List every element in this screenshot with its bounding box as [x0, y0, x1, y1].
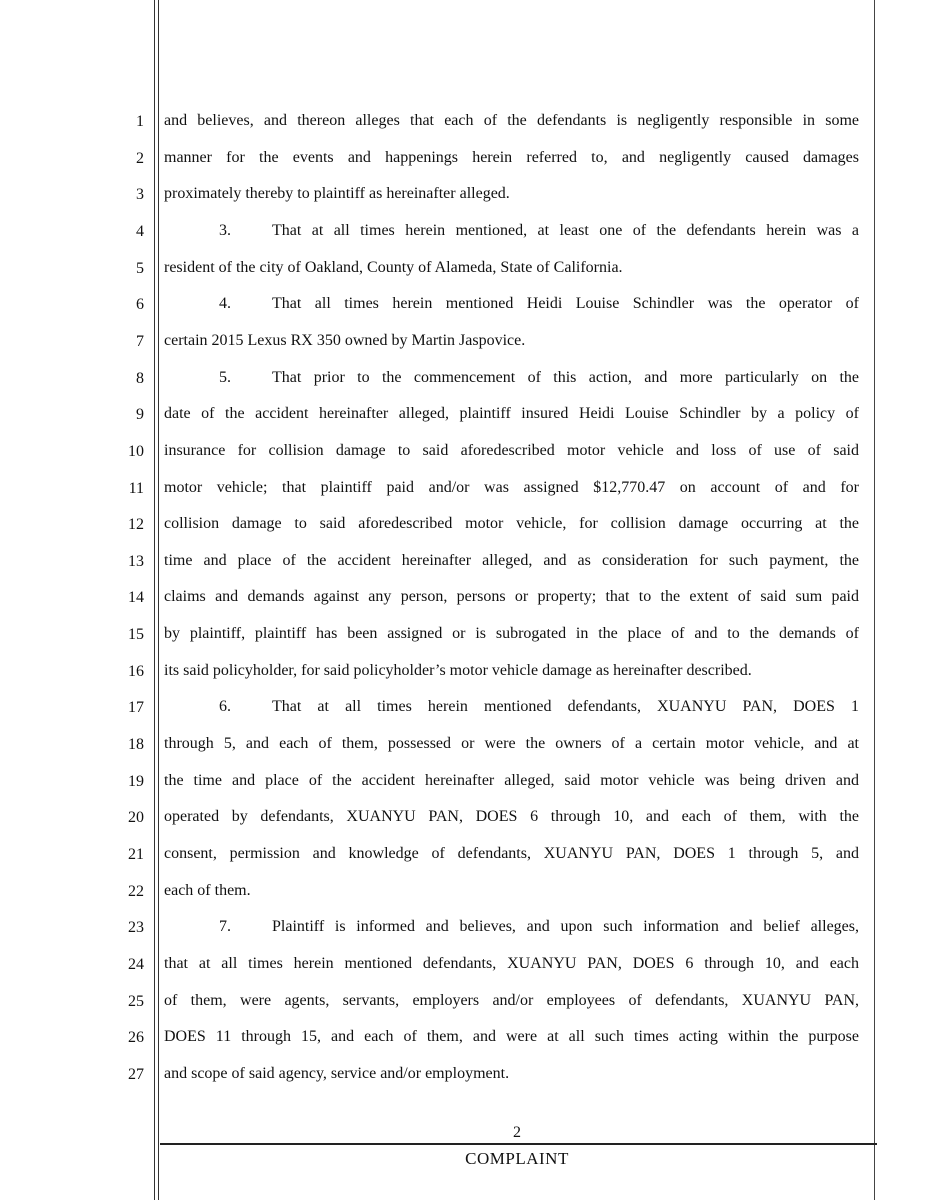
line-number: 12 — [128, 516, 144, 534]
paragraph-line — [164, 807, 859, 827]
paragraph-line-text: each of them. — [164, 881, 251, 899]
footer-rule — [160, 1143, 877, 1145]
paragraph-line-text: and scope of said agency, service and/or employment. — [164, 1064, 510, 1082]
paragraph-line — [164, 514, 859, 534]
paragraph-line-text: the time and place of the accident hereinafter alleged, said motor vehicle was being driven and — [164, 771, 859, 789]
line-number: 11 — [128, 479, 144, 497]
line-number: 25 — [128, 992, 144, 1010]
line-number: 18 — [128, 736, 144, 754]
line-number: 16 — [128, 662, 144, 680]
paragraph-line — [164, 148, 859, 168]
paragraph-line-text: operated by defendants, XUANYU PAN, DOES 6 through 10, and each of them, with the — [164, 808, 859, 826]
line-number: 7 — [136, 332, 144, 350]
paragraph-line-text: by plaintiff, plaintiff has been assigned or is subrogated in the place of and to the demands of — [164, 625, 859, 643]
paragraph-line — [164, 368, 859, 388]
paragraph-line — [164, 111, 859, 131]
paragraph-line — [164, 478, 859, 498]
paragraph-line — [164, 844, 859, 864]
line-number: 21 — [128, 846, 144, 863]
paragraph-line — [164, 587, 859, 607]
line-number: 2 — [136, 149, 144, 167]
paragraph-number: 7. — [219, 918, 231, 936]
paragraph-line — [164, 734, 859, 754]
line-number: 4 — [136, 222, 144, 240]
paragraph-line-text: its said policyholder, for said policyholder’s motor vehicle damage as hereinafter described. — [164, 661, 752, 679]
line-number: 10 — [128, 442, 144, 460]
paragraph-line — [164, 331, 859, 351]
paragraph-line-text: of them, were agents, servants, employers and/or employees of defendants, XUANYU PAN, — [164, 991, 859, 1009]
line-number: 6 — [136, 296, 144, 314]
paragraph-number: 6. — [219, 698, 231, 716]
paragraph-line — [164, 991, 859, 1011]
paragraph-line-text: resident of the city of Oakland, County of Alameda, State of California. — [164, 258, 623, 276]
paragraph-line-text: That prior to the commencement of this action, and more particularly on the — [272, 368, 859, 386]
paragraph-line-text: and believes, and thereon alleges that each of the defendants is negligently responsible in some — [164, 112, 859, 129]
paragraph-line-text: consent, permission and knowledge of defendants, XUANYU PAN, DOES 1 through 5, and — [164, 845, 859, 862]
paragraph-line-text: That all times herein mentioned Heidi Louise Schindler was the operator of — [272, 295, 859, 313]
line-number: 27 — [128, 1065, 144, 1083]
paragraph-line — [164, 697, 859, 717]
paragraph-line-text: manner for the events and happenings herein referred to, and negligently caused damages — [164, 148, 859, 166]
line-number: 19 — [128, 772, 144, 790]
line-number: 8 — [136, 369, 144, 387]
paragraph-line-text: collision damage to said aforedescribed motor vehicle, for collision damage occurring at the — [164, 515, 859, 533]
paragraph-number: 4. — [219, 295, 231, 313]
line-number: 17 — [128, 699, 144, 717]
paragraph-line-text: motor vehicle; that plaintiff paid and/or was assigned $12,770.47 on account of and for — [164, 478, 859, 496]
line-number: 9 — [136, 406, 144, 424]
paragraph-line-text: through 5, and each of them, possessed or were the owners of a certain motor vehicle, and at — [164, 735, 859, 753]
line-number: 24 — [128, 955, 144, 973]
paragraph-line-text: that at all times herein mentioned defendants, XUANYU PAN, DOES 6 through 10, and each — [164, 954, 859, 972]
paragraph-line — [164, 551, 859, 571]
paragraph-line-text: That at all times herein mentioned defendants, XUANYU PAN, DOES 1 — [272, 698, 859, 716]
paragraph-number: 3. — [219, 221, 231, 239]
paragraph-line-text: date of the accident hereinafter alleged, plaintiff insured Heidi Louise Schindler by a policy of — [164, 405, 859, 423]
paragraph-line-text: That at all times herein mentioned, at least one of the defendants herein was a — [272, 221, 859, 239]
paragraph-number: 5. — [219, 368, 231, 386]
paragraph-line-text: claims and demands against any person, persons or property; that to the extent of said sum paid — [164, 588, 859, 606]
paragraph-line-text: DOES 11 through 15, and each of them, and were at all such times acting within the purpose — [164, 1028, 859, 1046]
paragraph-line — [164, 294, 859, 314]
paragraph-line-text: time and place of the accident hereinafter alleged, and as consideration for such payment, the — [164, 551, 859, 569]
paragraph-line — [164, 404, 859, 424]
paragraph-line — [164, 954, 859, 974]
document-title-footer: COMPLAINT — [465, 1149, 569, 1168]
line-number: 23 — [128, 919, 144, 937]
line-number: 14 — [128, 589, 144, 607]
left-margin-rule-outer — [154, 0, 155, 1200]
paragraph-line — [164, 221, 859, 241]
line-number: 13 — [128, 552, 144, 570]
page-number: 2 — [513, 1124, 521, 1141]
paragraph-line — [164, 1027, 859, 1047]
paragraph-line-text: certain 2015 Lexus RX 350 owned by Martin Jaspovice. — [164, 331, 526, 349]
paragraph-line — [164, 917, 859, 937]
line-number: 1 — [136, 113, 144, 130]
paragraph-line — [164, 771, 859, 791]
paragraph-line — [164, 624, 859, 644]
paragraph-line-text: Plaintiff is informed and believes, and upon such information and belief alleges, — [272, 918, 859, 936]
line-number: 5 — [136, 259, 144, 277]
paragraph-line — [164, 661, 859, 681]
paragraph-line — [164, 258, 859, 278]
right-margin-rule — [874, 0, 875, 1200]
paragraph-line — [164, 184, 859, 204]
line-number: 22 — [128, 882, 144, 900]
line-number: 15 — [128, 626, 144, 644]
left-margin-rule-inner — [158, 0, 159, 1200]
paragraph-line — [164, 1064, 859, 1084]
line-number: 3 — [136, 186, 144, 204]
paragraph-line-text: insurance for collision damage to said aforedescribed motor vehicle and loss of use of said — [164, 441, 859, 459]
line-number: 20 — [128, 809, 144, 827]
line-number: 26 — [128, 1029, 144, 1047]
paragraph-line — [164, 881, 859, 901]
paragraph-line — [164, 441, 859, 461]
paragraph-line-text: proximately thereby to plaintiff as hereinafter alleged. — [164, 185, 510, 203]
